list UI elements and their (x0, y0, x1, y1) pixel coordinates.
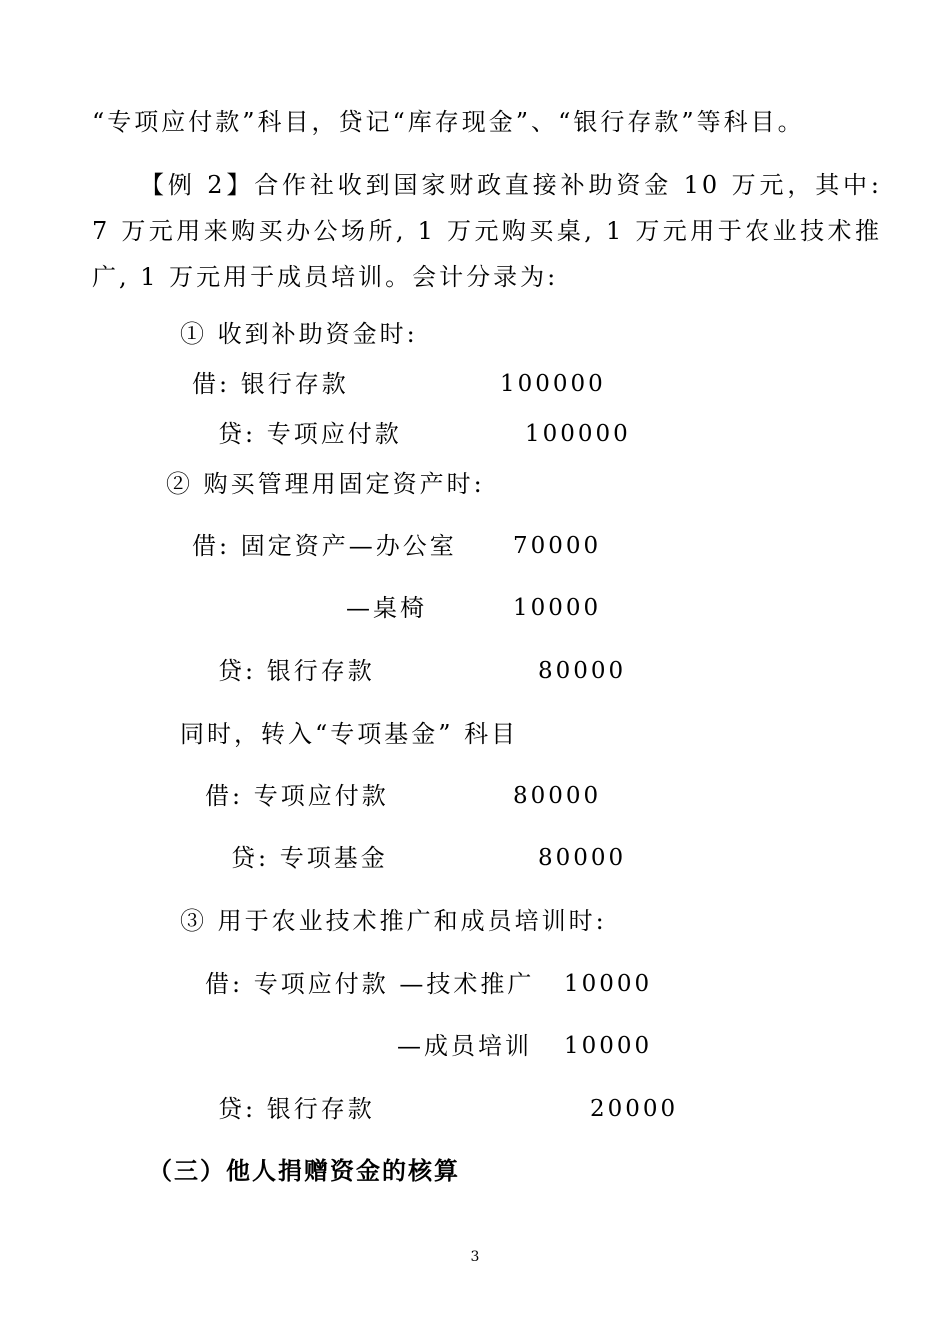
step-2-heading: ② 购买管理用固定资产时: (166, 470, 485, 498)
step-2-debit-subaccount: —桌椅 (346, 594, 427, 622)
step-3-heading: ③ 用于农业技术推广和成员培训时: (180, 907, 607, 935)
continuation-line: “专项应付款”科目，贷记“库存现金”、“银行存款”等科目。 (92, 108, 805, 136)
step-3-debit-subaccount: —成员培训 (397, 1032, 532, 1060)
step-1-heading: ① 收到补助资金时: (180, 320, 418, 348)
step-2-credit-account: 贷: 银行存款 (218, 657, 375, 685)
step-1-credit-account: 贷: 专项应付款 (218, 420, 402, 448)
step-3-debit-amount: 10000 (564, 971, 653, 997)
step-2-credit-amount: 80000 (538, 658, 627, 684)
step-1-credit-amount: 100000 (525, 421, 631, 447)
step-1-debit-amount: 100000 (500, 371, 606, 397)
transfer-line: 同时，转入“专项基金” 科目 (180, 720, 519, 748)
step-3-debit-account: 借: 专项应付款 —技术推广 (205, 970, 535, 998)
page-number: 3 (470, 1249, 480, 1265)
transfer-credit-amount: 80000 (538, 845, 627, 871)
step-3-credit-amount: 20000 (590, 1096, 679, 1122)
transfer-debit-amount: 80000 (513, 783, 602, 809)
step-2-debit-account: 借: 固定资产—办公室 (192, 532, 457, 560)
step-2-debit-subaccount-amount: 10000 (513, 595, 602, 621)
step-3-debit-subaccount-amount: 10000 (564, 1033, 653, 1059)
section-3-heading: （三）他人捐赠资金的核算 (148, 1157, 460, 1185)
step-2-debit-amount: 70000 (513, 533, 602, 559)
transfer-credit-account: 贷: 专项基金 (231, 844, 388, 872)
step-3-credit-account: 贷: 银行存款 (218, 1095, 375, 1123)
example-2-paragraph: 【例 2】合作社收到国家财政直接补助资金 10 万元，其中: 7 万元用来购买办公场所, 1 万元购买桌, 1 万元用于农业技术推广, 1 万元用于成员培训。会计分录为: (92, 171, 882, 291)
step-1-debit-account: 借: 银行存款 (192, 370, 349, 398)
transfer-debit-account: 借: 专项应付款 (205, 782, 389, 810)
